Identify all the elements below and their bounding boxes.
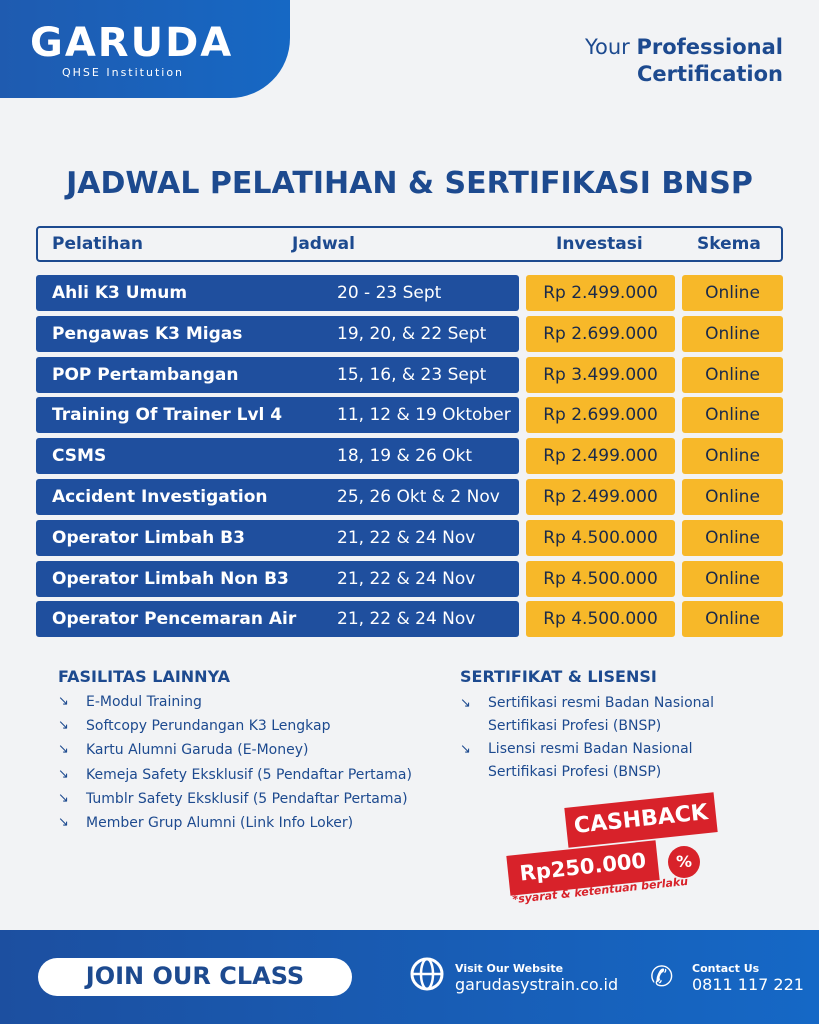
website-link[interactable] [455,962,618,994]
globe-icon [410,957,444,995]
facility-text: Kemeja Safety Eksklusif (5 Pendaftar Pertama) [86,766,412,783]
table-row [36,316,783,352]
training-price: Rp 2.699.000 [526,316,675,352]
training-scheme: Online [682,316,783,352]
training-price: Rp 4.500.000 [526,561,675,597]
arrow-down-right-icon: ↘ [460,742,471,757]
facility-text: Member Grup Alumni (Link Info Loker) [86,815,354,831]
training-date: 20 - 23 Sept [337,283,442,303]
tagline-bold: Professional [636,35,783,59]
arrow-down-right-icon: ↘ [58,790,69,806]
brand-subtitle: QHSE Institution [62,66,185,79]
certificate-line: Sertifikasi resmi Badan Nasional [488,695,714,711]
training-name: Pengawas K3 Migas [52,323,243,344]
certificate-item [460,738,693,784]
cashback-label: CASHBACK [564,792,717,847]
facility-item [58,718,331,735]
brand-logo: GARUDA [30,20,234,66]
facility-item [58,766,412,783]
website-url[interactable]: garudasystrain.co.id [455,975,619,994]
arrow-down-right-icon: ↘ [460,696,471,711]
facility-item [58,790,408,807]
header-investasi: Investasi [556,234,643,254]
training-cell [36,601,519,637]
facility-item [58,815,354,831]
training-date: 25, 26 Okt & 2 Nov [337,487,500,507]
certificate-line: Sertifikasi Profesi (BNSP) [488,764,662,780]
header-skema: Skema [697,234,761,254]
training-scheme: Online [682,520,783,556]
table-row [36,561,783,597]
training-price: Rp 2.699.000 [526,397,675,433]
training-cell [36,479,519,515]
certificate-item [460,692,714,738]
training-cell [36,397,519,433]
training-price: Rp 2.499.000 [526,438,675,474]
header-jadwal: Jadwal [292,234,355,254]
table-row [36,601,783,637]
training-scheme: Online [682,397,783,433]
training-name: Operator Limbah Non B3 [52,568,289,589]
table-row [36,438,783,474]
training-name: Accident Investigation [52,487,268,507]
contact-info [692,962,804,994]
training-name: CSMS [52,446,107,467]
table-row [36,397,783,433]
training-cell [36,357,519,393]
training-scheme: Online [682,479,783,515]
page-title: JADWAL PELATIHAN & SERTIFIKASI BNSP [66,166,753,201]
training-scheme: Online [682,275,783,311]
training-date: 19, 20, & 22 Sept [337,323,487,344]
tagline-line2: Certification [636,62,783,86]
training-scheme: Online [682,601,783,637]
training-name: Training Of Trainer Lvl 4 [52,405,283,426]
training-name: Operator Pencemaran Air [52,609,297,630]
header-pelatihan: Pelatihan [52,234,143,254]
training-price: Rp 4.500.000 [526,601,675,637]
certificates-title: SERTIFIKAT & LISENSI [460,667,657,686]
training-date: 18, 19 & 26 Okt [337,446,473,467]
training-date: 21, 22 & 24 Nov [337,527,476,548]
training-price: Rp 3.499.000 [526,357,675,393]
training-date: 21, 22 & 24 Nov [337,568,476,589]
facility-item [58,694,202,710]
training-scheme: Online [682,561,783,597]
training-name: POP Pertambangan [52,364,239,385]
percent-badge-icon: % [668,846,700,878]
table-row [36,357,783,393]
training-date: 21, 22 & 24 Nov [337,609,476,630]
training-price: Rp 2.499.000 [526,275,675,311]
arrow-down-right-icon: ↘ [58,815,69,830]
training-price: Rp 4.500.000 [526,520,675,556]
training-date: 11, 12 & 19 Oktober [337,405,511,426]
training-name: Ahli K3 Umum [52,283,188,303]
training-date: 15, 16, & 23 Sept [337,364,487,385]
certificate-line: Sertifikasi Profesi (BNSP) [488,718,662,734]
training-cell [36,316,519,352]
contact-label: Contact Us [692,962,760,975]
training-cell [36,438,519,474]
training-price: Rp 2.499.000 [526,479,675,515]
training-cell [36,275,519,311]
training-cell [36,561,519,597]
certificate-line: Lisensi resmi Badan Nasional [488,741,693,757]
training-name: Operator Limbah B3 [52,527,245,548]
website-label: Visit Our Website [455,962,564,975]
facility-text: Kartu Alumni Garuda (E-Money) [86,742,309,759]
table-row [36,520,783,556]
arrow-down-right-icon: ↘ [58,742,69,758]
facilities-title: FASILITAS LAINNYA [58,667,230,686]
tagline [585,34,783,88]
training-scheme: Online [682,438,783,474]
facility-text: Softcopy Perundangan K3 Lengkap [86,718,331,735]
facility-text: E-Modul Training [86,694,202,710]
table-header [36,226,783,262]
facility-text: Tumblr Safety Eksklusif (5 Pendaftar Pertama) [86,790,408,807]
arrow-down-right-icon: ↘ [58,766,69,782]
training-scheme: Online [682,357,783,393]
tagline-prefix: Your [584,35,637,59]
arrow-down-right-icon: ↘ [58,694,69,709]
training-cell [36,520,519,556]
table-row [36,479,783,515]
table-row [36,275,783,311]
join-class-button[interactable]: JOIN OUR CLASS [38,958,352,996]
contact-phone[interactable]: 0811 117 221 [692,975,804,994]
facility-item [58,742,309,759]
phone-icon: ✆ [650,960,674,993]
terms-note: *syarat & ketentuan berlaku [511,874,689,907]
arrow-down-right-icon: ↘ [58,718,69,734]
cashback-amount: Rp250.000 [506,840,659,895]
